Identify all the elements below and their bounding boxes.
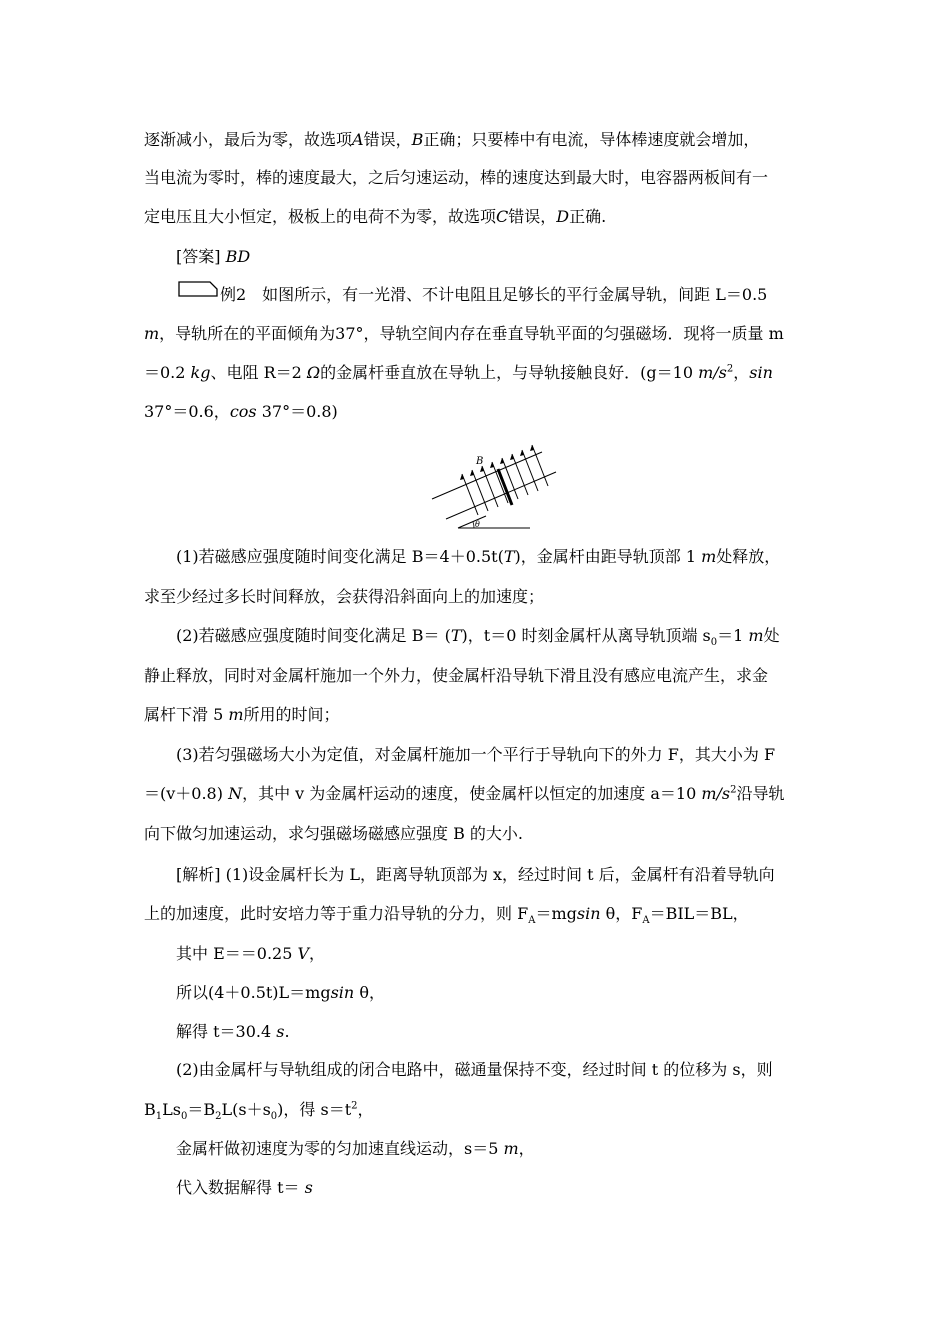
text-line: (2)由金属杆与导轨组成的闭合电路中，磁通量保持不变，经过时间 t 的位移为 s，则 <box>176 1060 773 1079</box>
text-line: 37°＝0.6，cos 37°＝0.8) <box>144 402 338 421</box>
incline-rail-figure <box>424 434 558 534</box>
text-line: 所以(4＋0.5t)L＝mgsin θ， <box>176 983 385 1002</box>
text-line: m，导轨所在的平面倾角为37°，导轨空间内存在垂直导轨平面的匀强磁场．现将一质量 m <box>144 324 784 343</box>
text-line: ＝0.2 kg、电阻 R＝2 Ω的金属杆垂直放在导轨上，与导轨接触良好．(g＝10 $m/s^2$，sin <box>144 363 773 382</box>
text-line: 上的加速度，此时安培力等于重力沿导轨的分力，则 $F_A=mgsin$ θ，$F_A=BIL=BL$， <box>144 904 749 927</box>
text-line: 当电流为零时，棒的速度最大，之后匀速运动，棒的速度达到最大时，电容器两板间有一 <box>144 168 769 187</box>
answer-line: [答案] BD <box>176 247 251 266</box>
example-heading: 例2 如图所示，有一光滑、不计电阻且足够长的平行金属导轨，间距 L＝0.5 <box>220 285 768 304</box>
text-line: 求至少经过多长时间释放，会获得沿斜面向上的加速度； <box>144 587 545 606</box>
question-3: (3)若匀强磁场大小为定值，对金属杆施加一个平行于导轨向下的外力 F，其大小为 F <box>176 745 776 764</box>
text-line: $B_1Ls_0=B_2L(s+s_0)$，得 $s=t^2$， <box>144 1100 374 1123</box>
text-line: ＝(v＋0.8) N，其中 v 为金属杆运动的速度，使金属杆以恒定的加速度 a＝10 $m/s^2$沿导轨 <box>144 784 785 803</box>
figure-label-b: B <box>476 456 484 467</box>
text-line: 解得 t＝30.4 s. <box>176 1022 290 1041</box>
text-line: 逐渐减小，最后为零，故选项A错误，B正确；只要棒中有电流，导体棒速度就会增加， <box>144 130 760 149</box>
text-line: 属杆下滑 5 m所用的时间； <box>144 705 340 724</box>
analysis-line: [解析] (1)设金属杆长为 L，距离导轨顶部为 x，经过时间 t 后，金属杆有沿着导轨向 <box>176 865 775 884</box>
question-1: (1)若磁感应强度随时间变化满足 B＝4＋0.5t(T)，金属杆由距导轨顶部 1 m处释放， <box>176 547 781 566</box>
text-line: 代入数据解得 t＝ s <box>176 1178 313 1197</box>
example-box-icon <box>178 281 218 297</box>
figure-label-theta: θ <box>475 520 480 529</box>
text-line: 其中 E＝＝0.25 V， <box>176 944 326 963</box>
text-line: 金属杆做初速度为零的匀加速直线运动，s＝5 m， <box>176 1139 535 1158</box>
question-2: (2)若磁感应强度随时间变化满足 B＝ (T)，t＝0 时刻金属杆从离导轨顶端 $s_0=1$ m处 <box>176 626 780 649</box>
text-line: 静止释放，同时对金属杆施加一个外力，使金属杆沿导轨下滑且没有感应电流产生，求金 <box>144 666 769 685</box>
text-line: 定电压且大小恒定，极板上的电荷不为零，故选项C错误，D正确. <box>144 207 607 226</box>
text-line: 向下做匀加速运动，求匀强磁场磁感应强度 B 的大小. <box>144 824 524 843</box>
